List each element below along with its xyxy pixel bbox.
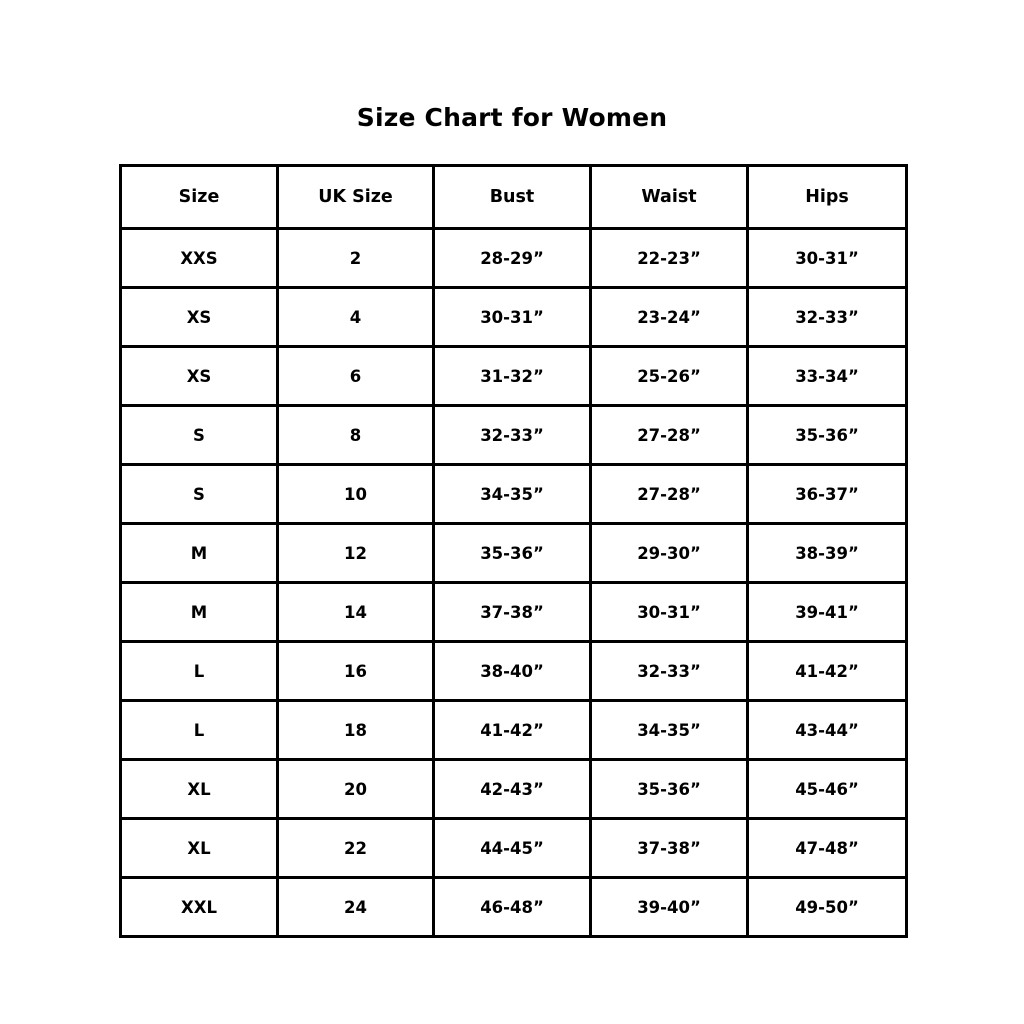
cell-hips: 39-41” bbox=[748, 583, 907, 642]
cell-waist: 25-26” bbox=[591, 347, 748, 406]
cell-bust: 35-36” bbox=[434, 524, 591, 583]
cell-hips: 36-37” bbox=[748, 465, 907, 524]
cell-size: XL bbox=[121, 819, 278, 878]
size-chart-table bbox=[119, 164, 908, 938]
page-title: Size Chart for Women bbox=[356, 103, 668, 132]
cell-uk-size: 12 bbox=[278, 524, 434, 583]
cell-uk-size: 10 bbox=[278, 465, 434, 524]
cell-waist: 37-38” bbox=[591, 819, 748, 878]
cell-size: XS bbox=[121, 288, 278, 347]
cell-waist: 29-30” bbox=[591, 524, 748, 583]
cell-uk-size: 14 bbox=[278, 583, 434, 642]
cell-uk-size: 4 bbox=[278, 288, 434, 347]
table-row bbox=[121, 878, 907, 937]
table-row bbox=[121, 465, 907, 524]
table-row bbox=[121, 229, 907, 288]
cell-hips: 45-46” bbox=[748, 760, 907, 819]
column-header-bust: Bust bbox=[434, 166, 591, 229]
cell-hips: 38-39” bbox=[748, 524, 907, 583]
cell-hips: 35-36” bbox=[748, 406, 907, 465]
cell-waist: 27-28” bbox=[591, 465, 748, 524]
cell-size: S bbox=[121, 406, 278, 465]
cell-bust: 31-32” bbox=[434, 347, 591, 406]
cell-hips: 47-48” bbox=[748, 819, 907, 878]
cell-size: XL bbox=[121, 760, 278, 819]
cell-size: XS bbox=[121, 347, 278, 406]
cell-hips: 49-50” bbox=[748, 878, 907, 937]
column-header-hips: Hips bbox=[748, 166, 907, 229]
cell-size: XXS bbox=[121, 229, 278, 288]
cell-waist: 35-36” bbox=[591, 760, 748, 819]
cell-uk-size: 18 bbox=[278, 701, 434, 760]
cell-uk-size: 16 bbox=[278, 642, 434, 701]
cell-waist: 27-28” bbox=[591, 406, 748, 465]
cell-hips: 32-33” bbox=[748, 288, 907, 347]
table-row bbox=[121, 524, 907, 583]
size-chart-table-container bbox=[119, 164, 905, 938]
cell-bust: 30-31” bbox=[434, 288, 591, 347]
cell-uk-size: 2 bbox=[278, 229, 434, 288]
cell-hips: 41-42” bbox=[748, 642, 907, 701]
cell-uk-size: 22 bbox=[278, 819, 434, 878]
cell-waist: 30-31” bbox=[591, 583, 748, 642]
table-row bbox=[121, 347, 907, 406]
cell-bust: 32-33” bbox=[434, 406, 591, 465]
table-header-row bbox=[121, 166, 907, 229]
cell-uk-size: 20 bbox=[278, 760, 434, 819]
column-header-uk-size: UK Size bbox=[278, 166, 434, 229]
cell-hips: 43-44” bbox=[748, 701, 907, 760]
table-row bbox=[121, 406, 907, 465]
cell-uk-size: 6 bbox=[278, 347, 434, 406]
cell-bust: 34-35” bbox=[434, 465, 591, 524]
table-row bbox=[121, 642, 907, 701]
cell-bust: 44-45” bbox=[434, 819, 591, 878]
cell-waist: 32-33” bbox=[591, 642, 748, 701]
column-header-waist: Waist bbox=[591, 166, 748, 229]
cell-waist: 39-40” bbox=[591, 878, 748, 937]
cell-bust: 46-48” bbox=[434, 878, 591, 937]
cell-size: L bbox=[121, 701, 278, 760]
cell-size: M bbox=[121, 583, 278, 642]
cell-bust: 42-43” bbox=[434, 760, 591, 819]
cell-size: L bbox=[121, 642, 278, 701]
cell-size: XXL bbox=[121, 878, 278, 937]
cell-bust: 41-42” bbox=[434, 701, 591, 760]
cell-hips: 30-31” bbox=[748, 229, 907, 288]
table-row bbox=[121, 288, 907, 347]
cell-uk-size: 24 bbox=[278, 878, 434, 937]
column-header-size: Size bbox=[121, 166, 278, 229]
cell-size: S bbox=[121, 465, 278, 524]
cell-bust: 28-29” bbox=[434, 229, 591, 288]
table-row bbox=[121, 701, 907, 760]
cell-uk-size: 8 bbox=[278, 406, 434, 465]
table-row bbox=[121, 583, 907, 642]
cell-bust: 37-38” bbox=[434, 583, 591, 642]
cell-waist: 23-24” bbox=[591, 288, 748, 347]
cell-waist: 22-23” bbox=[591, 229, 748, 288]
table-row bbox=[121, 760, 907, 819]
cell-bust: 38-40” bbox=[434, 642, 591, 701]
cell-hips: 33-34” bbox=[748, 347, 907, 406]
table-row bbox=[121, 819, 907, 878]
cell-size: M bbox=[121, 524, 278, 583]
cell-waist: 34-35” bbox=[591, 701, 748, 760]
